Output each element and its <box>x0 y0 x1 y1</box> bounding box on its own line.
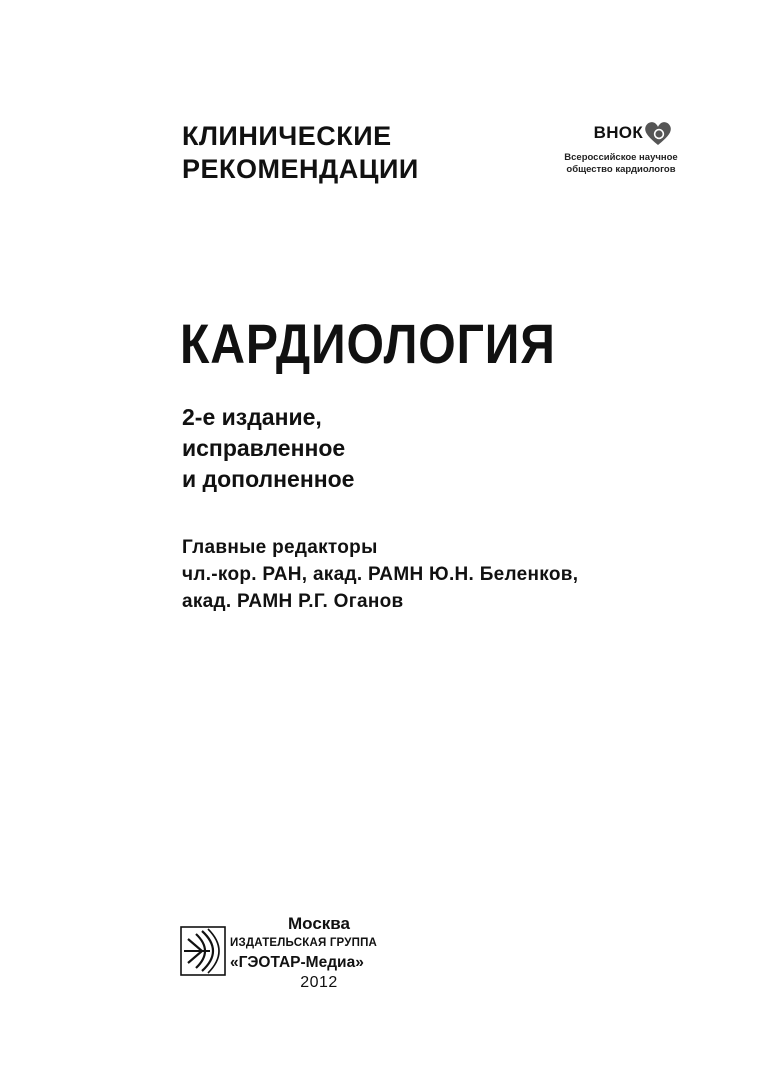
edition-info <box>182 402 354 495</box>
series-title <box>182 120 419 186</box>
society-logo-mark <box>556 120 686 146</box>
society-caption-line-1: Всероссийское научное <box>564 152 678 163</box>
series-line-1: КЛИНИЧЕСКИЕ <box>182 121 392 151</box>
edition-line-3: и дополненное <box>182 466 355 492</box>
editors-line-2: акад. РАМН Р.Г. Оганов <box>182 591 404 612</box>
society-caption-line-2: общество кардиологов <box>566 164 676 175</box>
society-logo <box>556 120 686 176</box>
society-abbrev: ВНОК <box>593 123 643 142</box>
publisher-name: «ГЭОТАР-Медиа» <box>230 954 364 971</box>
publisher-city: Москва <box>288 914 350 933</box>
edition-line-1: 2-е издание, <box>182 404 322 430</box>
edition-line-2: исправленное <box>182 435 346 461</box>
editors-line-1: чл.-кор. РАН, акад. РАМН Ю.Н. Беленков, <box>182 564 579 585</box>
publisher-logo-icon <box>180 926 226 976</box>
heart-icon <box>644 120 672 146</box>
editors-heading: Главные редакторы <box>182 537 378 558</box>
publisher-block <box>180 914 405 994</box>
book-title: КАРДИОЛОГИЯ <box>180 312 556 375</box>
series-line-2: РЕКОМЕНДАЦИИ <box>182 154 419 184</box>
editors-block <box>182 534 578 615</box>
publisher-group: ИЗДАТЕЛЬСКАЯ ГРУППА <box>230 937 378 949</box>
publication-year: 2012 <box>300 974 338 991</box>
society-caption <box>556 152 686 176</box>
